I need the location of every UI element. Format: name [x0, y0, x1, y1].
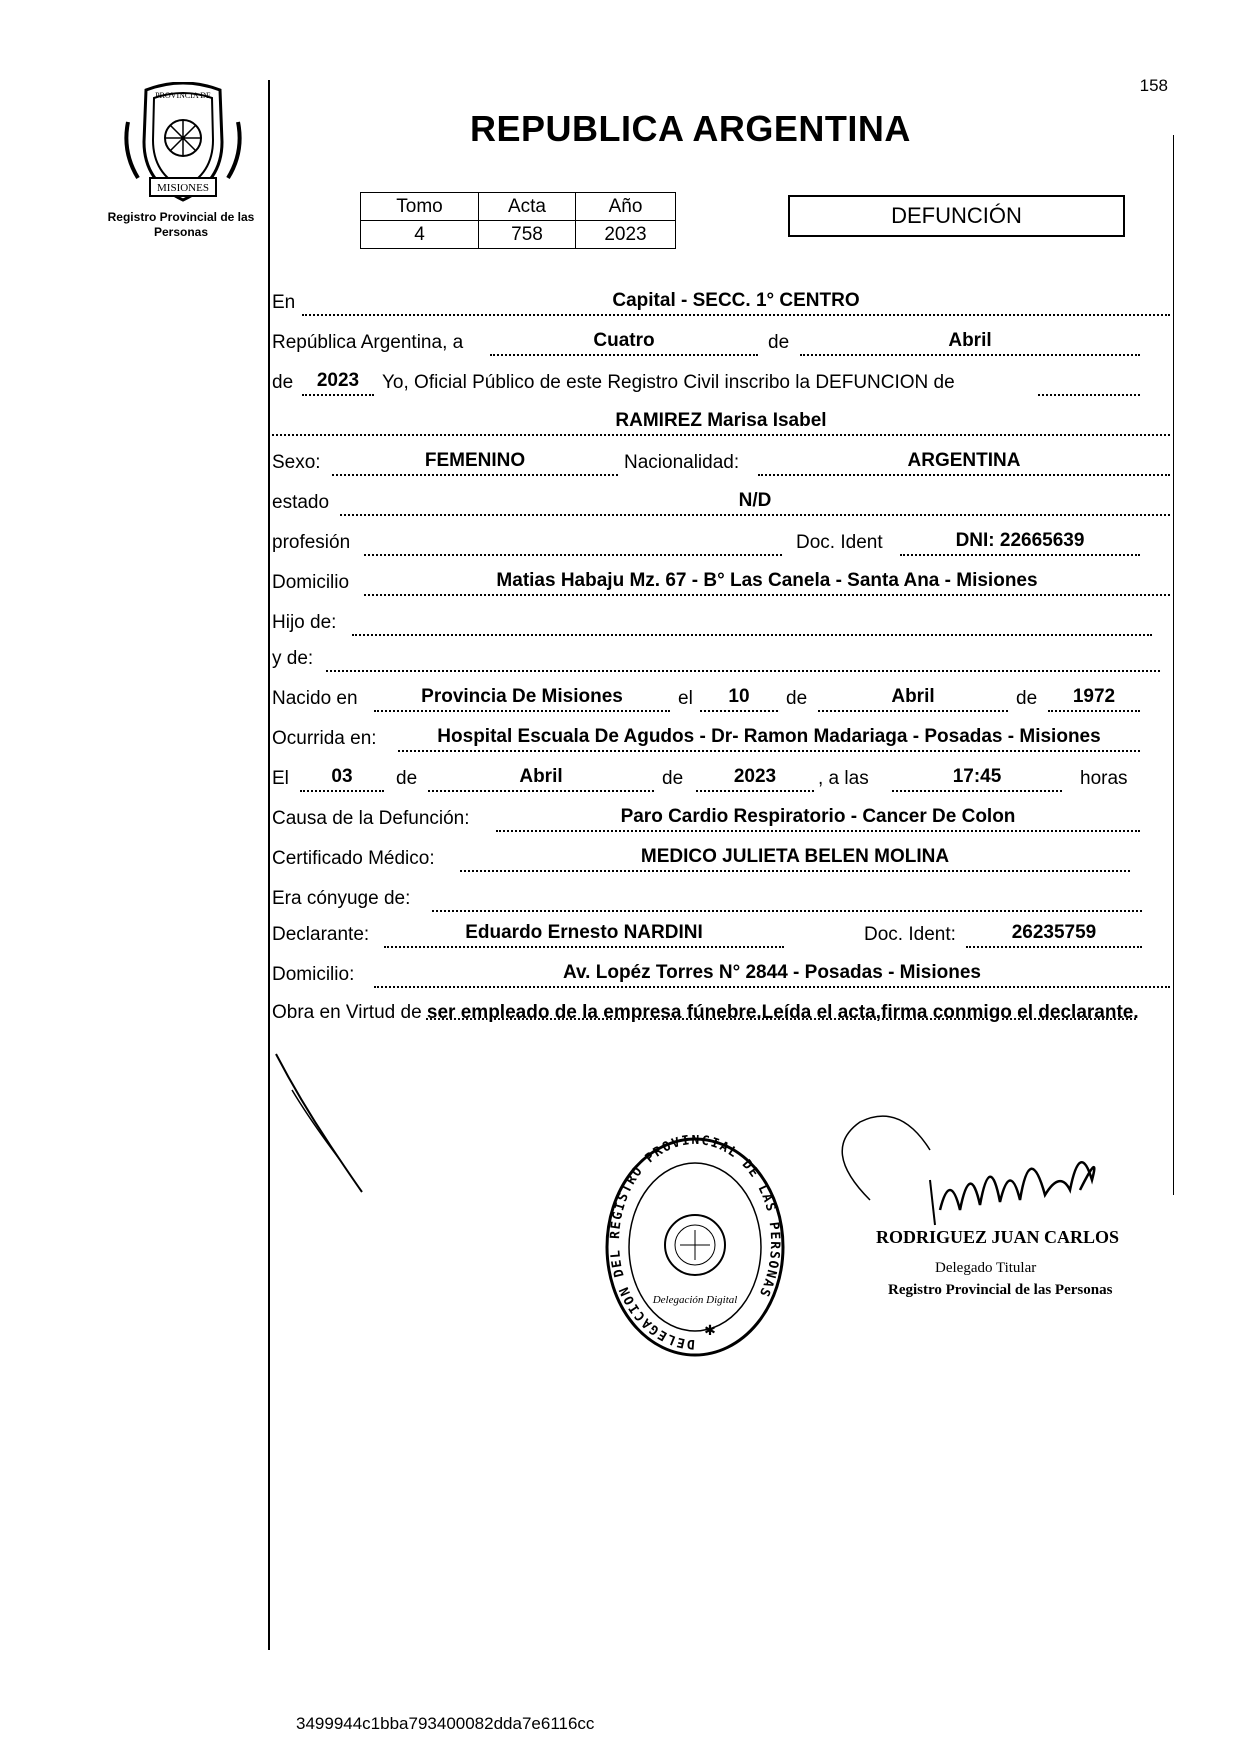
y-de-label: y de:	[272, 648, 314, 669]
registry-label: Registro Provincial de las Personas	[107, 210, 255, 239]
dotted-line	[700, 710, 778, 712]
dotted-line	[374, 710, 670, 712]
nacionalidad-value: ARGENTINA	[907, 450, 1021, 471]
declarante-label: Declarante:	[272, 924, 370, 945]
row-y-de	[272, 642, 1172, 678]
birth-month-value: Abril	[891, 686, 935, 707]
obra-label: Obra en Virtud de	[272, 1002, 422, 1023]
svg-text:Delegación Digital: Delegación Digital	[652, 1294, 738, 1306]
dotted-line	[460, 870, 1130, 872]
dotted-line	[364, 594, 1170, 596]
acta-header: Acta	[479, 193, 576, 221]
dotted-line	[892, 790, 1062, 792]
anio-value: 2023	[576, 221, 676, 249]
death-time-value: 17:45	[952, 766, 1002, 787]
de-label: de	[1016, 688, 1038, 709]
nacido-value: Provincia De Misiones	[421, 686, 623, 707]
row-republica	[272, 326, 1172, 362]
page-number: 158	[1139, 76, 1168, 95]
declarante-doc-value: 26235759	[1011, 922, 1097, 943]
dotted-line	[966, 946, 1142, 948]
a-las-label: , a las	[818, 768, 869, 789]
de-label: de	[768, 332, 790, 353]
page-title: REPUBLICA ARGENTINA	[470, 108, 911, 149]
en-label: En	[272, 292, 296, 313]
dotted-line	[332, 474, 618, 476]
republica-label: República Argentina, a	[272, 332, 464, 353]
dotted-line	[1048, 710, 1140, 712]
nacido-label: Nacido en	[272, 688, 358, 709]
estado-label: estado	[272, 492, 330, 513]
ocurrida-value: Hospital Escuala De Agudos - Dr- Ramon Madariaga - Posadas - Misiones	[437, 726, 1101, 747]
row-domicilio	[272, 566, 1172, 602]
de-label: de	[396, 768, 418, 789]
tomo-header: Tomo	[361, 193, 479, 221]
document-type-box: DEFUNCIÓN	[788, 195, 1125, 237]
year-value: 2023	[316, 370, 360, 391]
dotted-line	[432, 910, 1142, 912]
year-prefix-label: de	[272, 372, 294, 393]
registration-table	[360, 192, 676, 249]
signer-title: Delegado Titular	[935, 1260, 1037, 1276]
death-month-value: Abril	[519, 766, 563, 787]
conyuge-label: Era cónyuge de:	[272, 888, 411, 909]
declarante-domicilio-value: Av. Lopéz Torres N° 2844 - Posadas - Misiones	[563, 962, 981, 983]
death-year-value: 2023	[733, 766, 777, 787]
causa-label: Causa de la Defunción:	[272, 808, 470, 829]
declarante-value: Eduardo Ernesto NARDINI	[465, 922, 703, 943]
row-sexo	[272, 446, 1172, 482]
row-profesion	[272, 526, 1172, 562]
deceased-name-value: RAMIREZ Marisa Isabel	[615, 410, 827, 431]
table-row	[361, 221, 676, 249]
signer-name: RODRIGUEZ JUAN CARLOS	[876, 1227, 1120, 1247]
official-seal-stamp	[600, 1135, 790, 1365]
dotted-line	[384, 946, 784, 948]
el-label: el	[678, 688, 693, 709]
certificado-label: Certificado Médico:	[272, 848, 435, 869]
hijo-label: Hijo de:	[272, 612, 337, 633]
certificado-value: MEDICO JULIETA BELEN MOLINA	[640, 846, 950, 867]
doc-ident-label: Doc. Ident	[796, 532, 883, 553]
birth-year-value: 1972	[1072, 686, 1116, 707]
row-causa	[272, 802, 1172, 838]
dotted-line	[900, 554, 1140, 556]
dotted-line	[302, 314, 1170, 316]
nacionalidad-label: Nacionalidad:	[624, 452, 740, 473]
row-declarante	[272, 918, 1172, 954]
estado-value: N/D	[738, 490, 772, 511]
domicilio-label: Domicilio	[272, 572, 350, 593]
dotted-line	[496, 830, 1140, 832]
dotted-line	[340, 514, 1170, 516]
dotted-line	[696, 790, 814, 792]
row-deceased-name	[272, 406, 1172, 442]
closing-statement	[272, 998, 1172, 1028]
dotted-line	[302, 394, 374, 396]
death-day-value: 03	[331, 766, 353, 787]
misiones-coat-of-arms-logo	[118, 82, 248, 206]
sexo-label: Sexo:	[272, 452, 321, 473]
month-word-value: Abril	[948, 330, 992, 351]
anio-header: Año	[576, 193, 676, 221]
row-declarante-domicilio	[272, 958, 1172, 994]
dotted-line	[374, 986, 1170, 988]
dotted-line	[428, 790, 654, 792]
svg-text:✱: ✱	[704, 1322, 716, 1338]
dotted-line	[352, 634, 1152, 636]
row-ocurrida	[272, 722, 1172, 758]
official-text: Yo, Oficial Público de este Registro Civil inscribo la DEFUNCION de	[382, 372, 955, 393]
place-value: Capital - SECC. 1° CENTRO	[612, 290, 860, 311]
row-certificado	[272, 842, 1172, 878]
right-border-line	[1173, 135, 1174, 1195]
death-el-label: El	[272, 768, 289, 789]
birth-day-value: 10	[728, 686, 750, 707]
row-en	[272, 286, 1172, 322]
table-row	[361, 193, 676, 221]
dotted-line	[364, 554, 782, 556]
acta-value: 758	[479, 221, 576, 249]
document-hash: 3499944c1bba793400082dda7e6116cc	[296, 1714, 595, 1733]
profesion-label: profesión	[272, 532, 351, 553]
row-nacido	[272, 682, 1172, 718]
dotted-line	[272, 434, 1170, 436]
row-estado	[272, 486, 1172, 522]
de-label: de	[662, 768, 684, 789]
causa-value: Paro Cardio Respiratorio - Cancer De Colon	[620, 806, 1016, 827]
dotted-line	[800, 354, 1140, 356]
declarante-doc-label: Doc. Ident:	[864, 924, 956, 945]
obra-value: ser empleado de la empresa fúnebre.Leída el acta,firma conmigo el declarante.	[426, 1002, 1139, 1023]
dotted-line	[300, 790, 384, 792]
dotted-line	[818, 710, 1008, 712]
dotted-line	[326, 670, 1160, 672]
day-word-value: Cuatro	[593, 330, 655, 351]
domicilio-value: Matias Habaju Mz. 67 - B° Las Canela - Santa Ana - Misiones	[496, 570, 1038, 591]
pen-stroke-mark	[270, 1050, 380, 1200]
declarante-domicilio-label: Domicilio:	[272, 964, 355, 985]
dotted-line	[1038, 394, 1140, 396]
dotted-line	[758, 474, 1170, 476]
dotted-line	[490, 354, 758, 356]
de-label: de	[786, 688, 808, 709]
row-hijo	[272, 606, 1172, 642]
row-death-date	[272, 762, 1172, 798]
svg-text:PROVINCIA DE: PROVINCIA DE	[155, 91, 211, 100]
svg-text:DELEGACION DEL REGISTRO PROVIN: DELEGACION DEL REGISTRO PROVINCIAL DE LAS PERSONAS	[607, 1135, 783, 1352]
doc-ident-value: DNI: 22665639	[955, 530, 1085, 551]
dotted-line	[398, 750, 1140, 752]
left-border-line	[268, 80, 270, 1650]
svg-text:MISIONES: MISIONES	[157, 182, 209, 194]
signer-registry: Registro Provincial de las Personas	[888, 1282, 1113, 1298]
ocurrida-label: Ocurrida en:	[272, 728, 377, 749]
row-year	[272, 366, 1172, 402]
row-conyuge	[272, 882, 1172, 918]
horas-label: horas	[1080, 768, 1128, 789]
handwritten-signature	[830, 1110, 1130, 1240]
tomo-value: 4	[361, 221, 479, 249]
sexo-value: FEMENINO	[424, 450, 526, 471]
